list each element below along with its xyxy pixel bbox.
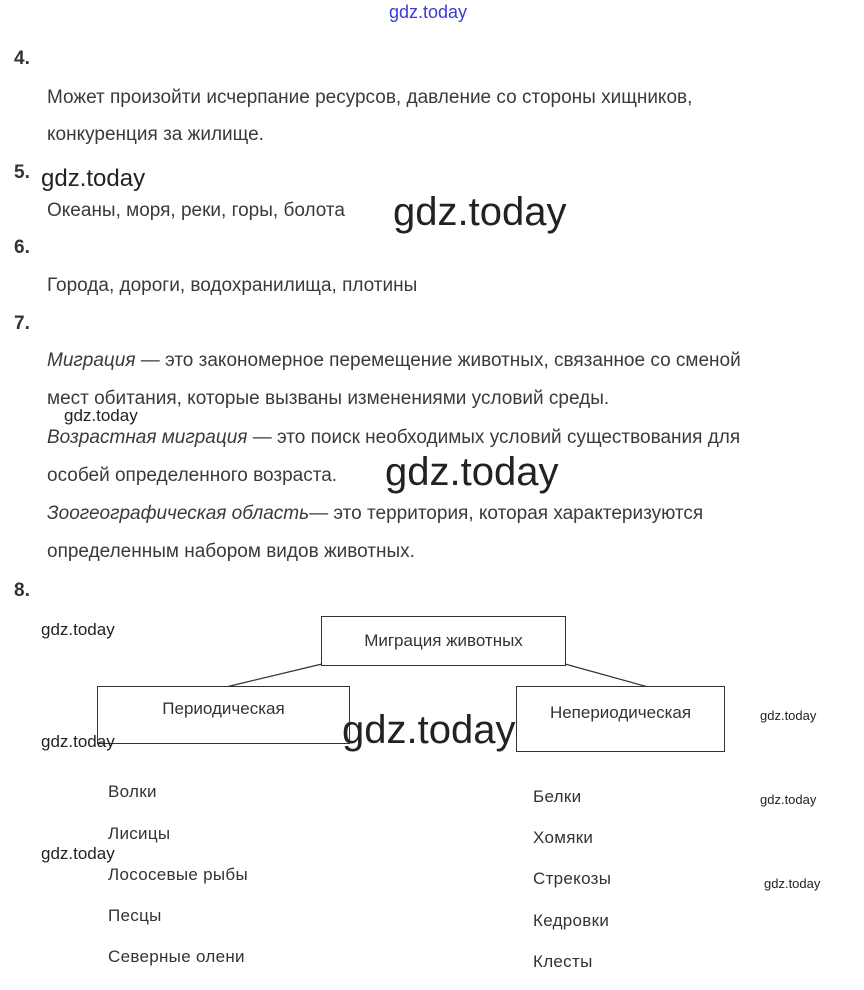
term-age-migration: Возрастная миграция bbox=[47, 427, 248, 448]
diagram-root-box bbox=[321, 616, 566, 666]
watermark: gdz.today bbox=[385, 450, 559, 494]
nonperiodic-item: Кедровки bbox=[533, 911, 610, 930]
question-number-5: 5. bbox=[14, 162, 30, 183]
watermark: gdz.today bbox=[64, 406, 138, 425]
diagram-left-label: Периодическая bbox=[162, 699, 285, 718]
question-number-8: 8. bbox=[14, 580, 30, 601]
periodic-item: Волки bbox=[108, 782, 157, 801]
diagram-left-box bbox=[97, 686, 350, 744]
connector-left bbox=[226, 664, 322, 687]
diagram-root-label: Миграция животных bbox=[364, 631, 523, 650]
watermark: gdz.today bbox=[760, 792, 817, 807]
answer-7-line-6: определенным набором видов животных. bbox=[47, 541, 415, 562]
definition-zoogeographic-region: — это территория, которая характеризуются bbox=[309, 503, 704, 524]
answer-7-line-4: особей определенного возраста. bbox=[47, 465, 338, 486]
periodic-item: Лисицы bbox=[108, 824, 171, 843]
watermark: gdz.today bbox=[41, 620, 115, 639]
periodic-item: Северные олени bbox=[108, 947, 245, 966]
watermark: gdz.today bbox=[760, 708, 817, 723]
definition-migration: — это закономерное перемещение животных, связанное со сменой bbox=[135, 350, 741, 371]
nonperiodic-item: Стрекозы bbox=[533, 869, 612, 888]
periodic-item: Лососевые рыбы bbox=[108, 865, 248, 884]
term-zoogeographic-region: Зоогеографическая область bbox=[47, 503, 310, 524]
watermark: gdz.today bbox=[41, 844, 115, 863]
answer-4-line-1: Может произойти исчерпание ресурсов, давление со стороны хищников, bbox=[47, 87, 693, 108]
definition-age-migration: — это поиск необходимых условий существования для bbox=[247, 427, 741, 448]
question-number-4: 4. bbox=[14, 48, 30, 69]
answer-6-text: Города, дороги, водохранилища, плотины bbox=[47, 275, 418, 296]
answer-5-text: Океаны, моря, реки, горы, болота bbox=[47, 200, 345, 221]
question-number-6: 6. bbox=[14, 237, 30, 258]
watermark: gdz.today bbox=[41, 165, 146, 192]
question-number-7: 7. bbox=[14, 313, 30, 334]
watermark: gdz.today bbox=[41, 732, 115, 751]
term-migration: Миграция bbox=[47, 350, 136, 371]
connector-right bbox=[565, 664, 648, 687]
answer-7-line-2: мест обитания, которые вызваны изменениями условий среды. bbox=[47, 388, 610, 409]
watermark: gdz.today bbox=[342, 708, 516, 752]
watermark: gdz.today bbox=[764, 876, 821, 891]
nonperiodic-item: Клесты bbox=[533, 952, 593, 971]
diagram-right-box bbox=[516, 686, 725, 752]
diagram-right-label: Непериодическая bbox=[549, 703, 692, 722]
answer-4-line-2: конкуренция за жилище. bbox=[47, 124, 264, 145]
watermark: gdz.today bbox=[393, 190, 567, 234]
nonperiodic-item: Хомяки bbox=[533, 828, 594, 847]
watermark-top: gdz.today bbox=[389, 2, 468, 22]
nonperiodic-item: Белки bbox=[533, 787, 582, 806]
periodic-item: Песцы bbox=[108, 906, 162, 925]
